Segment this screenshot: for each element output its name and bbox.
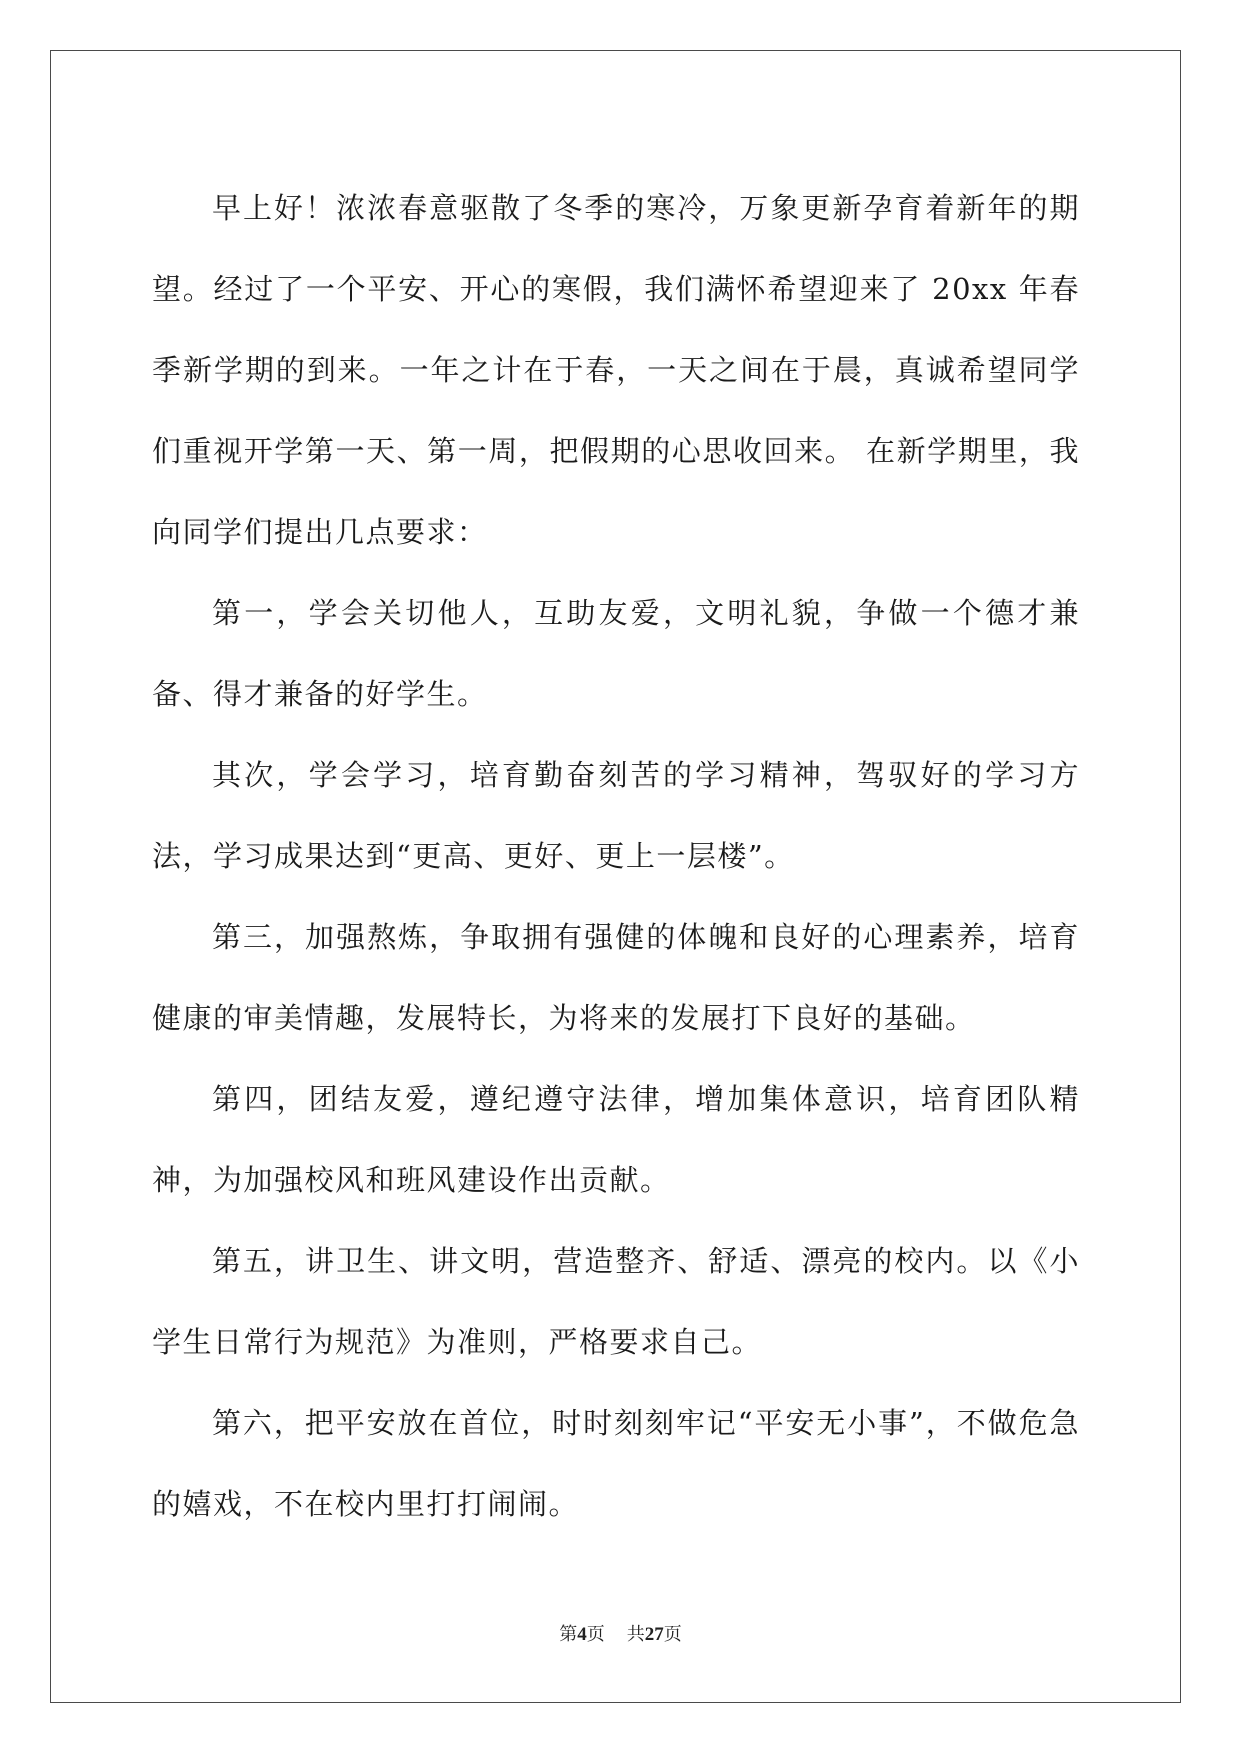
paragraph-second: 其次，学会学习，培育勤奋刻苦的学习精神，驾驭好的学习方法，学习成果达到“更高、更好、更上一层楼”。 [152, 758, 1080, 873]
page-number: 4 [577, 1624, 587, 1645]
total-suffix: 页 [663, 1624, 682, 1645]
total-pages: 27 [644, 1624, 664, 1645]
paragraph-fourth: 第四，团结友爱，遵纪遵守法律，增加集体意识，培育团队精神，为加强校风和班风建设作出贡献。 [152, 1082, 1080, 1197]
paragraph-third: 第三，加强熬炼，争取拥有强健的体魄和良好的心理素养，培育健康的审美情趣，发展特长，为将来的发展打下良好的基础。 [152, 920, 1080, 1035]
page-footer [0, 1620, 1241, 1646]
paragraph-sixth: 第六，把平安放在首位，时时刻刻牢记“平安无小事”，不做危急的嬉戏，不在校内里打打闹闹。 [152, 1406, 1080, 1521]
page-prefix: 第 [559, 1624, 578, 1645]
total-prefix: 共 [626, 1624, 645, 1645]
paragraph-fifth: 第五，讲卫生、讲文明，营造整齐、舒适、漂亮的校内。以《小学生日常行为规范》为准则，严格要求自己。 [152, 1244, 1080, 1359]
document-body [152, 168, 1080, 1545]
paragraph-first: 第一，学会关切他人，互助友爱，文明礼貌，争做一个德才兼备、得才兼备的好学生。 [152, 596, 1080, 711]
paragraph-greeting: 早上好！浓浓春意驱散了冬季的寒冷，万象更新孕育着新年的期望。经过了一个平安、开心的寒假，我们满怀希望迎来了 20xx 年春季新学期的到来。一年之计在于春，一天之间在于晨，真诚希望同学们重视开学第一天、第一周，把假期的心思收回来。 在新学期里，我向同学们提出几点要求： [152, 191, 1080, 549]
page-suffix: 页 [586, 1624, 605, 1645]
